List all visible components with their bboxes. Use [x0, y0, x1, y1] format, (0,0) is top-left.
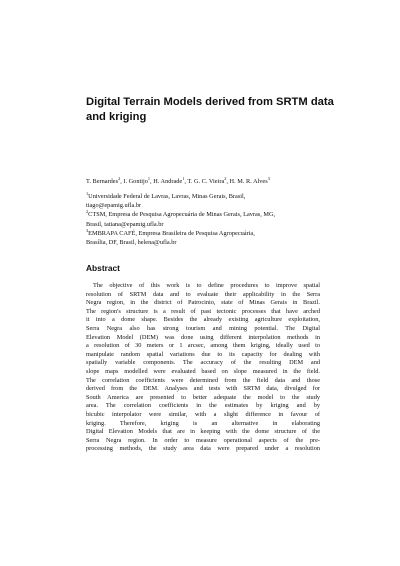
title-line: and kriging — [86, 111, 147, 123]
author-name: I. Gontijo — [123, 178, 148, 185]
abstract-heading: Abstract — [86, 263, 120, 273]
affiliation-marker: 1 — [147, 175, 151, 181]
abstract-line: manipulate random spatial variations due to its capacity for dealing with — [86, 350, 320, 358]
abstract-line: Negra region, in the district of Patrocinio, state of Minas Gerais in Brazil. — [86, 299, 320, 307]
abstract-line: a resolution of 30 meters or 1 arcsec, among them kriging, ideally used to — [86, 342, 320, 350]
abstract-line: kriging. Therefore, kriging is an alternative in elaborating — [86, 419, 320, 427]
affiliation-marker: 2 — [224, 175, 227, 181]
affiliation-number: 2 — [86, 209, 89, 215]
affiliation-email: Brasil, tatiana@epamig.ufla.br — [86, 220, 164, 228]
author-name: H. Andrade — [153, 178, 183, 185]
abstract-line: processing methods, the study area data were prepared under a resolution — [86, 445, 320, 453]
abstract-body — [86, 282, 320, 454]
affiliation-number: 3 — [86, 227, 89, 233]
title-line: Digital Terrain Models derived from SRTM data — [86, 96, 334, 108]
affiliation-number: 1 — [86, 190, 89, 196]
abstract-line: resolution of SRTM data and to evaluate their applicability in the Serra — [86, 290, 320, 298]
author-name: H. M. R. Alves — [229, 178, 268, 185]
abstract-line: Serra Negra also has strong tourism and mining potential. The Digital — [86, 324, 320, 332]
affiliation-line: $^3$EMBRAPA CAFÉ, Empresa Brasileira de Pesquisa Agropecuária, — [86, 227, 255, 237]
abstract-line: Serra Negra region. In order to measure operational aspects of the pre- — [86, 436, 320, 444]
author-name: T. G. C. Vieira — [187, 178, 225, 185]
abstract-line: South America are presented to better adequate the model to the study — [86, 393, 320, 401]
affiliation-marker: 1 — [182, 175, 185, 181]
abstract-line: slope maps modelled were evaluated based on slope measured in the field. — [86, 367, 320, 375]
abstract-line: area. The correlation coefficients in the estimates by kriging and by — [86, 402, 320, 410]
abstract-line: Digital Elevation Models that are in keeping with the dome structure of the — [86, 428, 320, 436]
affiliation-email: tiago@epamig.ufla.br — [86, 202, 142, 210]
affiliation-line: $^1$Universidade Federal de Lavras, Lavras, Minas Gerais, Brasil, — [86, 190, 246, 200]
abstract-line: The region's structure is a result of past tectonic processes that have arched — [86, 307, 320, 315]
paper-title — [86, 95, 346, 125]
affiliation-marker: 2 — [118, 175, 121, 181]
affiliation-list — [86, 192, 326, 247]
affiliation-line: $^2$CTSM, Empresa de Pesquisa Agropecuária de Minas Gerais, Lavras, MG, — [86, 209, 276, 219]
author-name: T. Bernardes — [86, 178, 119, 185]
abstract-line: bicubic interpolator were similar, with a slight difference in favour of — [86, 410, 320, 418]
author-list: T. Bernardes$^2$, I. Gontijo$^1$, H. Andrade$^1$, T. G. C. Vieira$^2$, H. M. R. Alves$^3$ — [86, 175, 270, 185]
affiliation-marker: 3 — [267, 175, 270, 181]
abstract-line: The correlation coefficients were determined from the field data and those — [86, 376, 320, 384]
abstract-line: it into a dome shape. Besides the already existing agriculture exploitation, — [86, 316, 320, 324]
abstract-line: Elevation Model (DEM) was done using different interpolation methods in — [86, 333, 320, 341]
affiliation-email: Brasília, DF, Brasil, helena@ufla.br — [86, 239, 177, 247]
abstract-line: The objective of this work is to define procedures to improve spatial — [93, 282, 320, 289]
abstract-line: derived from the DEM. Analyses and tests with SRTM data, divulged for — [86, 385, 320, 393]
abstract-line: spatially variable components. The accuracy of the resulting DEM and — [86, 359, 320, 367]
